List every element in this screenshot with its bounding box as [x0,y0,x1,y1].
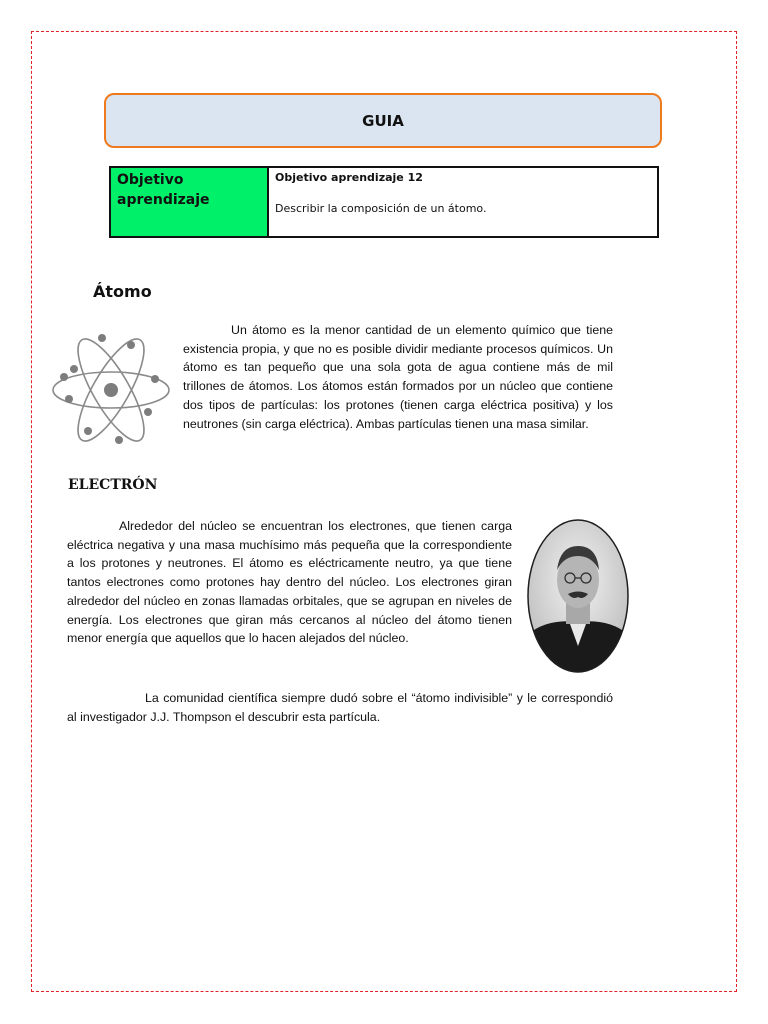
objective-content [269,168,657,236]
electron-paragraph [67,517,512,648]
electron-heading: ELECTRÓN [68,477,158,493]
atom-icon [52,328,170,452]
atom-paragraph-text: Un átomo es la menor cantidad de un elemento químico que tiene existencia propia, y que no es posible dividir mediante procesos químicos. Un átomo es tan pequeño que una sola gota de agua contiene más de mil trillones de átomos. Los átomos están formados por un núcleo que contiene dos tipos de partículas: los protones (tienen carga eléctrica positiva) y los neutrones (sin carga eléctrica). Ambas partículas tienen una masa similar. [183,323,613,431]
page-title: GUIA [362,111,404,130]
atom-heading: Átomo [93,282,152,301]
title-box [104,93,662,148]
objective-heading: Objetivo aprendizaje 12 [275,171,423,184]
objective-label: Objetivo aprendizaje [111,168,269,236]
thomson-portrait [526,518,630,674]
atom-paragraph [183,321,613,433]
closing-paragraph [67,689,613,726]
electron-paragraph-text: Alrededor del núcleo se encuentran los electrones, que tienen carga eléctrica negativa y una masa muchísimo más pequeña que la correspondiente a los protones y neutrones. El átomo es eléctricamente neutro, ya que tiene tantos electrones como protones hay dentro del núcleo. Los electrones giran alrededor del núcleo en zonas llamadas orbitales, que se agrupan en niveles de energía. Los electrones que giran más cercanos al núcleo del átomo tienen menor energía que aquellos que lo hacen alejados del núcleo. [67,519,512,646]
objective-table [109,166,659,238]
objective-description: Describir la composición de un átomo. [275,202,487,215]
closing-paragraph-text: La comunidad científica siempre dudó sobre el “átomo indivisible” y le correspondió al investigador J.J. Thompson el descubrir esta partícula. [67,691,613,724]
